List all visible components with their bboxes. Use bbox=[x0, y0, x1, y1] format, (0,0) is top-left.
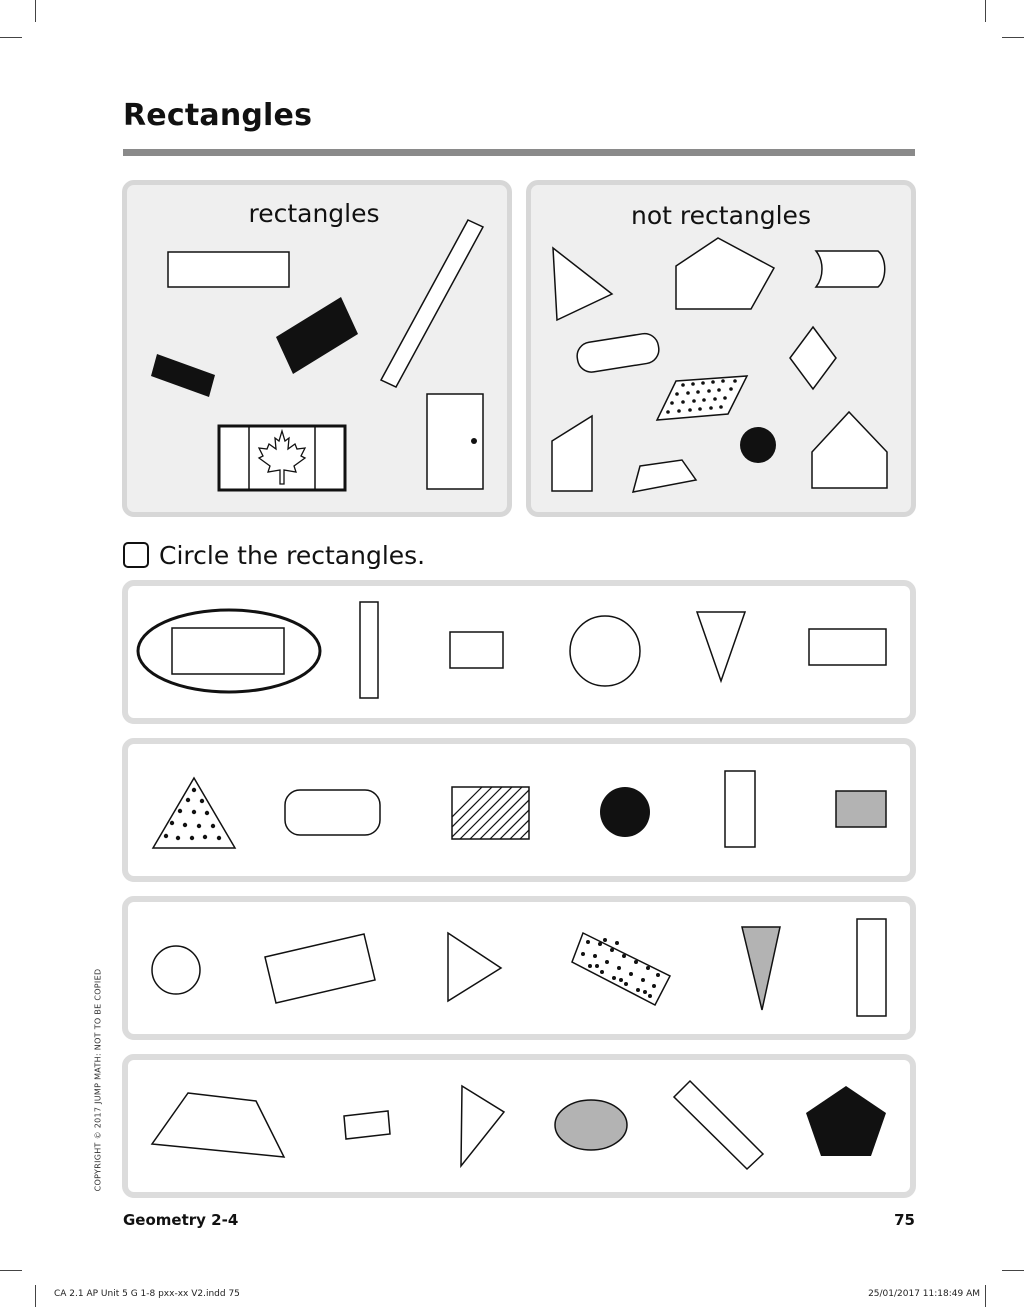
shape-triangle[interactable] bbox=[448, 933, 501, 1001]
shape-circle[interactable] bbox=[152, 946, 200, 994]
shape-tilted-rectangle[interactable] bbox=[265, 934, 375, 1003]
instruction bbox=[123, 538, 425, 572]
page-title: Rectangles bbox=[123, 98, 313, 133]
shape-gray-thin-triangle[interactable] bbox=[742, 927, 780, 1010]
shape-small-rectangle[interactable] bbox=[450, 632, 503, 668]
shape-dotted-triangle[interactable] bbox=[153, 778, 235, 848]
slug-file: CA 2.1 AP Unit 5 G 1-8 pxx-xx V2.indd 75 bbox=[54, 1289, 240, 1299]
shape-circle[interactable] bbox=[570, 616, 640, 686]
example-diamond bbox=[790, 327, 836, 389]
example-pentagon bbox=[676, 238, 774, 309]
shape-small-tilted-rectangle[interactable] bbox=[344, 1111, 390, 1139]
door-icon bbox=[427, 394, 483, 489]
shape-filled-circle[interactable] bbox=[600, 787, 650, 837]
shape-gray-rectangle[interactable] bbox=[836, 791, 886, 827]
footer-section: Geometry 2-4 bbox=[123, 1211, 239, 1229]
copyright-text: COPYRIGHT © 2017 JUMP MATH: NOT TO BE COPIED bbox=[93, 968, 103, 1192]
crop-mark bbox=[1002, 1270, 1024, 1271]
title-rule bbox=[123, 149, 915, 156]
exercise-row-4 bbox=[122, 1054, 916, 1198]
crop-mark bbox=[35, 1285, 36, 1307]
page-number: 75 bbox=[894, 1211, 915, 1229]
crop-mark bbox=[0, 1270, 22, 1271]
example-rectangle-wide bbox=[168, 252, 289, 287]
shape-hatched-rectangle[interactable] bbox=[430, 787, 582, 839]
example-trapezoid bbox=[633, 460, 696, 492]
example-dotted-parallelogram bbox=[657, 376, 747, 420]
task-checkbox[interactable] bbox=[123, 542, 149, 568]
rectangles-label: rectangles bbox=[248, 199, 380, 228]
crop-mark bbox=[35, 0, 36, 22]
crop-mark bbox=[0, 37, 22, 38]
shape-tall-rectangle[interactable] bbox=[360, 602, 378, 698]
example-rectangle-long-strip bbox=[381, 220, 483, 387]
example-rectangle-black-small bbox=[151, 354, 215, 397]
shape-trapezoid[interactable] bbox=[152, 1093, 284, 1157]
crop-mark bbox=[985, 1285, 986, 1307]
canada-flag-icon bbox=[219, 426, 345, 490]
example-house-pentagon bbox=[812, 412, 887, 488]
shape-rectangle[interactable] bbox=[172, 628, 284, 674]
exercise-row-3 bbox=[122, 896, 916, 1040]
shape-inverted-triangle[interactable] bbox=[697, 612, 745, 681]
rectangles-examples-shapes bbox=[127, 185, 507, 512]
shape-thin-triangle[interactable] bbox=[461, 1086, 504, 1166]
shape-tall-rectangle[interactable] bbox=[725, 771, 755, 847]
shape-rectangle[interactable] bbox=[809, 629, 886, 665]
example-triangle bbox=[553, 248, 612, 320]
not-rectangles-label: not rectangles bbox=[631, 201, 811, 230]
crop-mark bbox=[1002, 37, 1024, 38]
exercise-row-1-shapes bbox=[128, 586, 910, 718]
example-curved-shape bbox=[816, 251, 885, 287]
not-rectangles-examples-panel bbox=[526, 180, 916, 517]
exercise-row-2-shapes bbox=[128, 744, 910, 876]
exercise-row-3-shapes bbox=[128, 902, 910, 1034]
crop-mark bbox=[985, 0, 986, 22]
shape-filled-pentagon[interactable] bbox=[806, 1086, 886, 1156]
exercise-row-2 bbox=[122, 738, 916, 882]
instruction-text: Circle the rectangles. bbox=[159, 540, 426, 570]
shape-dotted-tilted-rectangle[interactable] bbox=[572, 933, 670, 1005]
shape-rounded-rectangle[interactable] bbox=[285, 790, 380, 835]
example-black-circle bbox=[740, 427, 776, 463]
slug-timestamp: 25/01/2017 11:18:49 AM bbox=[868, 1289, 980, 1299]
exercise-row-1 bbox=[122, 580, 916, 724]
example-rounded-rectangle bbox=[575, 332, 661, 374]
shape-tall-rectangle[interactable] bbox=[857, 919, 886, 1016]
shape-gray-ellipse[interactable] bbox=[555, 1100, 627, 1150]
rectangles-examples-panel bbox=[122, 180, 512, 517]
shape-diagonal-rectangle[interactable] bbox=[674, 1081, 763, 1169]
example-rectangle-black-tilted bbox=[276, 297, 358, 374]
example-irregular-quadrilateral bbox=[552, 416, 592, 491]
exercise-row-4-shapes bbox=[128, 1060, 910, 1192]
not-rectangles-examples-shapes bbox=[531, 185, 911, 512]
